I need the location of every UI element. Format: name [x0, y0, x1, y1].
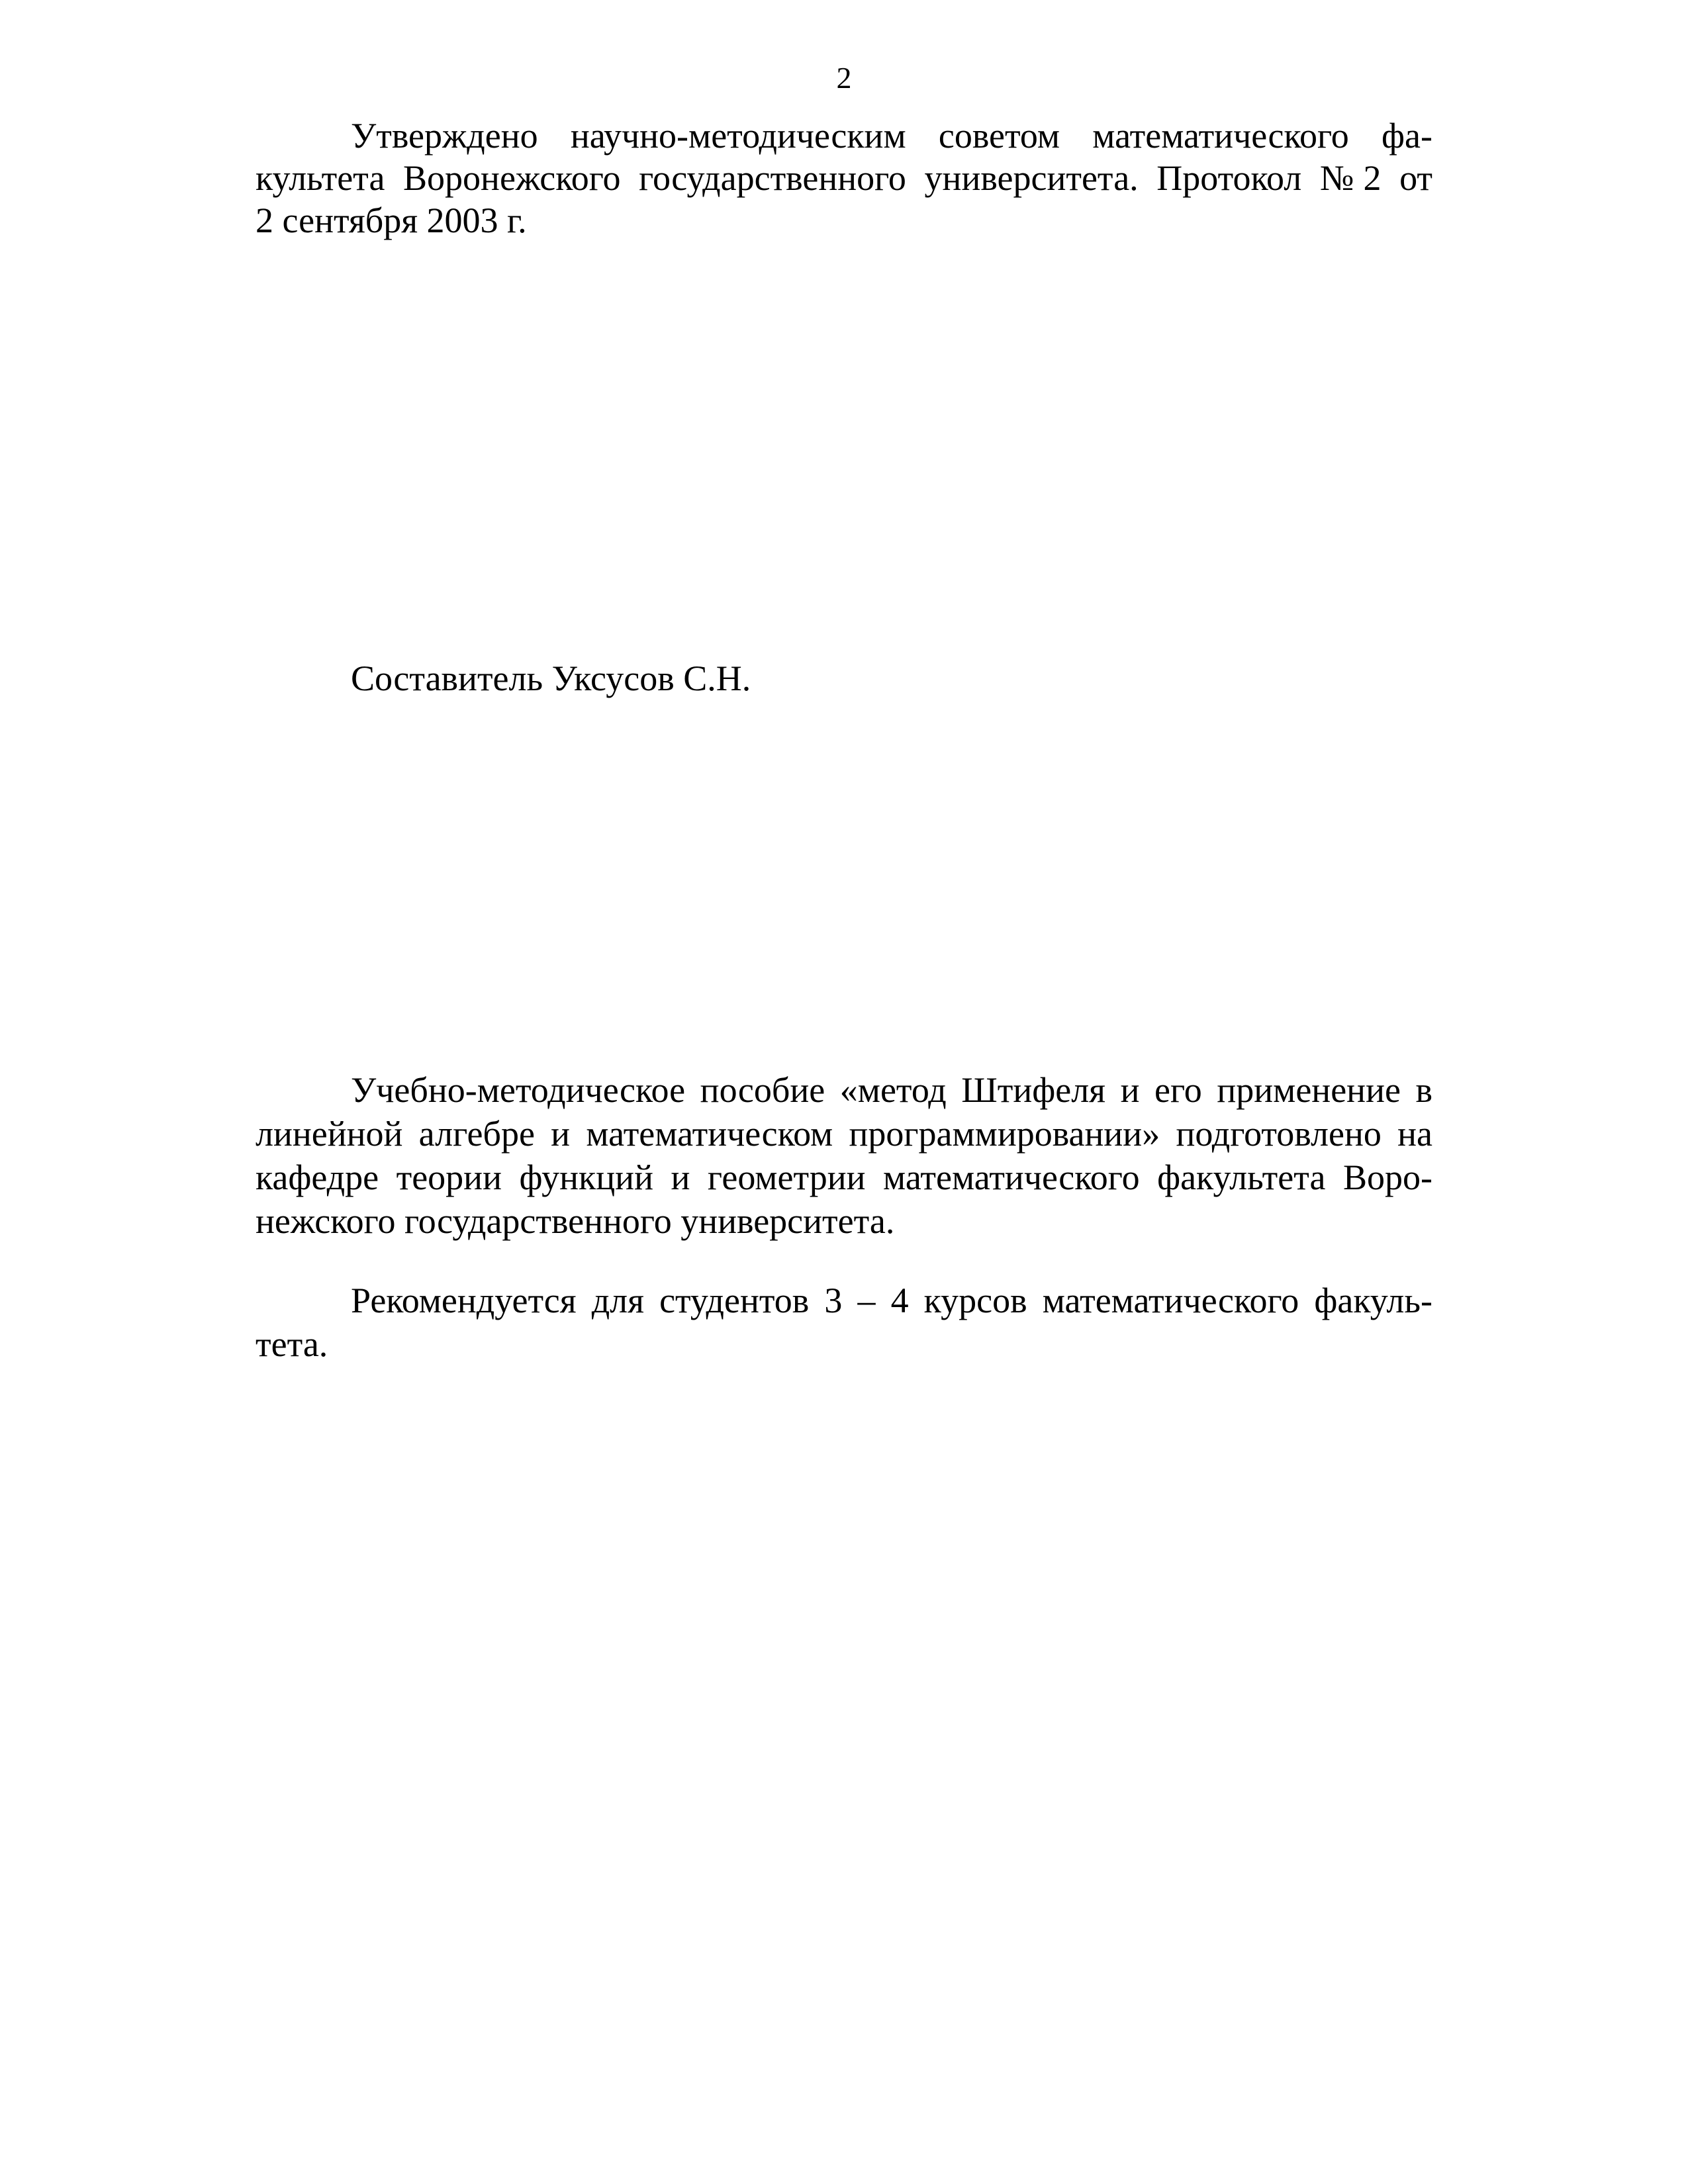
compiler-line: Составитель Уксусов С.Н.: [351, 659, 751, 698]
recommendation-line-1: Рекомендуется для студентов 3 – 4 курсов математического факуль-: [351, 1281, 1432, 1320]
description-line-1: Учебно-методическое пособие «метод Штифеля и его применение в: [351, 1070, 1432, 1110]
description-line-3: кафедре теории функций и геометрии математического факультета Воро-: [256, 1158, 1432, 1197]
description-line-4: нежского государственного университета.: [256, 1201, 895, 1241]
approval-line-3: 2 сентября 2003 г.: [256, 201, 527, 240]
page-number: 2: [836, 61, 852, 95]
description-line-2: линейной алгебре и математическом программировании» подготовлено на: [256, 1114, 1432, 1154]
approval-line-1: Утверждено научно-методическим советом математического фа-: [351, 116, 1432, 156]
approval-line-2: культета Воронежского государственного университета. Протокол №2 от: [256, 158, 1432, 198]
recommendation-line-2: тета.: [256, 1324, 328, 1364]
